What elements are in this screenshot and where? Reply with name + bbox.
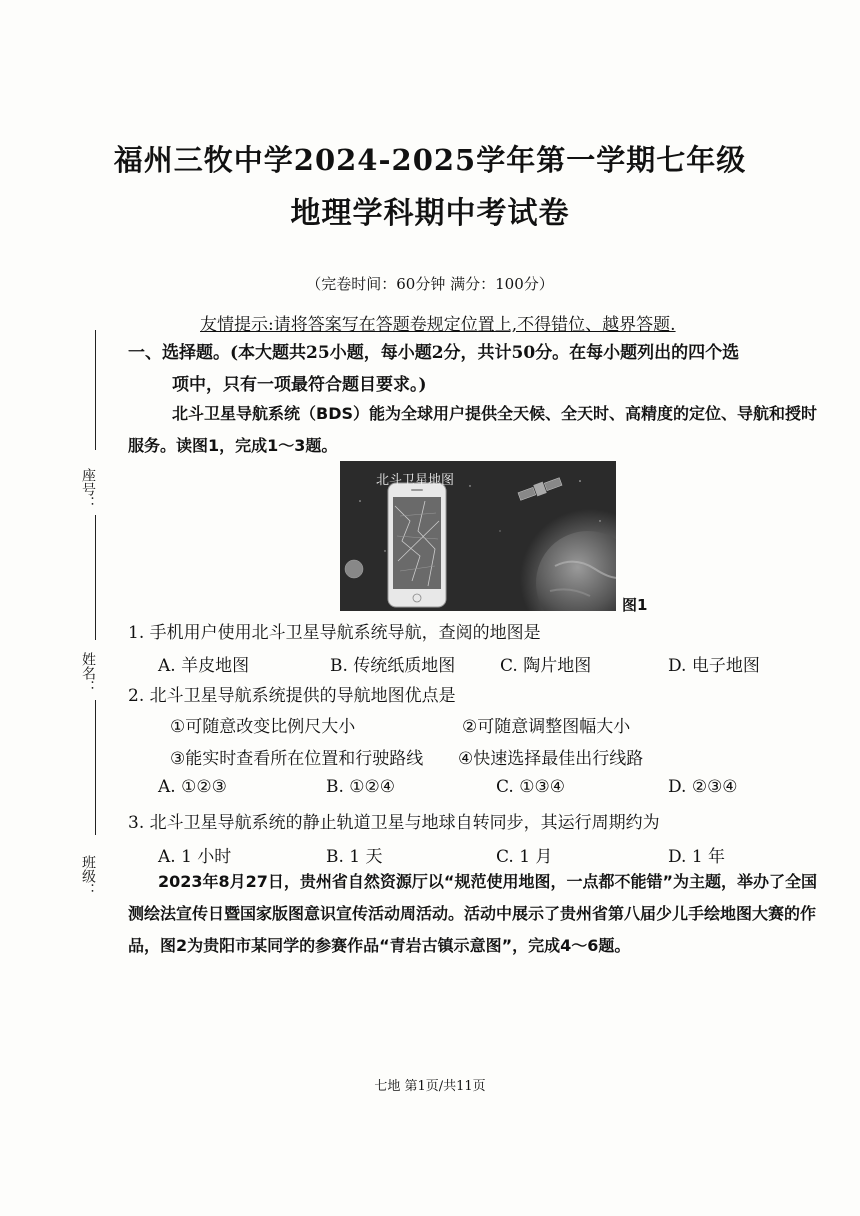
phone-icon (388, 483, 446, 607)
q1-option-d: D. 电子地图 (668, 656, 760, 676)
figure1-caption: 图1 (622, 596, 648, 614)
q3-option-c: C. 1 月 (496, 847, 553, 867)
margin-line-class (95, 700, 96, 835)
intro-paragraph-bds: 北斗卫星导航系统（BDS）能为全球用户提供全天候、全天时、高精度的定位、导航和授时服务。读图1，完成1～3题。 (128, 404, 818, 455)
q2-statement-1: ①可随意改变比例尺大小 (170, 717, 356, 737)
q3-option-d: D. 1 年 (668, 847, 726, 867)
class-label: 班级： (80, 855, 96, 897)
exam-title-line2: 地理学科期中考试卷 (290, 196, 570, 231)
q2-option-d: D. ②③④ (668, 777, 738, 797)
q2-option-a: A. ①②③ (158, 777, 227, 797)
friendly-tip: 友情提示:请将答案写在答题卷规定位置上,不得错位、越界答题. (200, 315, 676, 335)
section-heading-line2: 项中，只有一项最符合题目要求。) (172, 375, 427, 395)
margin-line-name (95, 515, 96, 640)
exam-time-info: （完卷时间：60分钟 满分：100分） (306, 275, 554, 293)
q3-option-b: B. 1 天 (326, 847, 383, 867)
name-label: 姓名： (80, 652, 96, 694)
question-3-stem: 3. 北斗卫星导航系统的静止轨道卫星与地球自转同步，其运行周期约为 (128, 813, 660, 833)
section-heading-line1: 一、选择题。(本大题共25小题，每小题2分，共计50分。在每小题列出的四个选 (128, 343, 740, 363)
figure-inner-title: 北斗卫星地图 (376, 473, 455, 488)
seat-label: 座号： (80, 468, 96, 510)
q2-statement-4: ④快速选择最佳出行线路 (458, 749, 644, 769)
question-2-stem: 2. 北斗卫星导航系统提供的导航地图优点是 (128, 686, 456, 706)
q2-option-b: B. ①②④ (326, 777, 396, 797)
figure-beidou-image (340, 461, 616, 611)
q2-statement-3: ③能实时查看所在位置和行驶路线 (170, 749, 424, 769)
q1-option-b: B. 传统纸质地图 (330, 656, 456, 676)
q1-option-c: C. 陶片地图 (500, 656, 592, 676)
q1-option-a: A. 羊皮地图 (158, 656, 250, 676)
q3-option-a: A. 1 小时 (158, 847, 232, 867)
page-footer: 七地 第1页/共11页 (374, 1079, 486, 1094)
intro-paragraph-map-contest: 2023年8月27日，贵州省自然资源厅以“规范使用地图，一点都不能错”为主题，举办了全国测绘法宣传日暨国家版图意识宣传活动周活动。活动中展示了贵州省第八届少儿手绘地图大赛的作品，图2为贵阳市某同学的参赛作品“青岩古镇示意图”，完成4～6题。 (128, 872, 817, 955)
margin-line-seat (95, 330, 96, 450)
question-1-stem: 1. 手机用户使用北斗卫星导航系统导航，查阅的地图是 (128, 623, 541, 643)
exam-title-line1: 福州三牧中学2024-2025学年第一学期七年级 (113, 143, 747, 177)
q2-option-c: C. ①③④ (496, 777, 565, 797)
section-heading (128, 337, 828, 401)
q2-statement-2: ②可随意调整图幅大小 (462, 717, 631, 737)
